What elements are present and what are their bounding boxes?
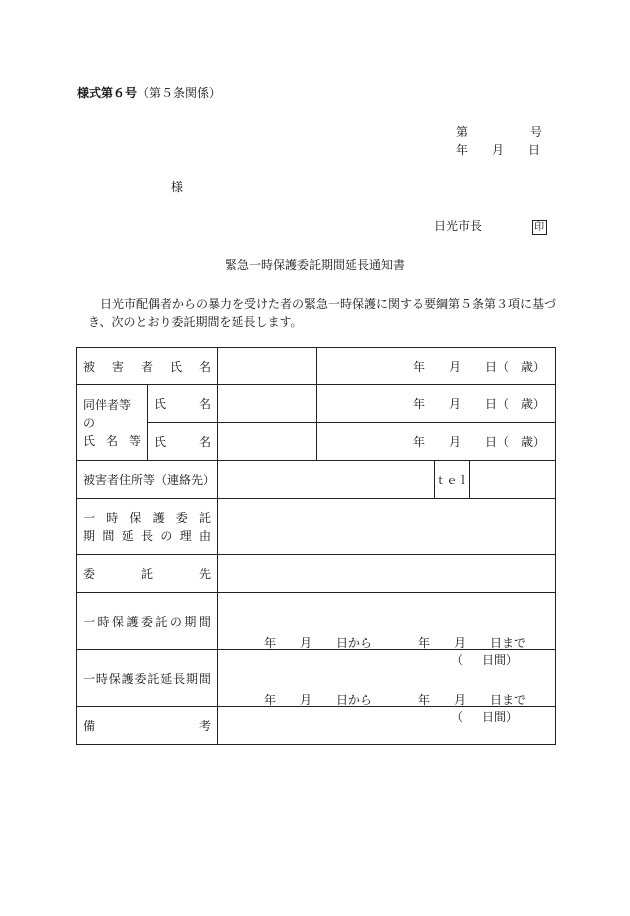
body-line-1: 日光市配偶者からの暴力を受けた者の緊急一時保護に関する要綱第５条第３項に基づ [100,297,557,311]
issuer-name: 日光市長 [434,219,483,233]
row-contractor [77,555,556,593]
row-victim-name [77,348,556,385]
victim-name-field[interactable] [218,348,317,385]
row-companion-1 [77,385,556,423]
companion-name-label-1: 氏 名 [148,385,218,423]
document-number: 第 号 [456,125,543,139]
row-address [77,461,556,499]
companion-birthdate-field-2[interactable]: 年 月 日（ 歳） [317,423,556,461]
victim-birthdate-field[interactable]: 年 月 日（ 歳） [317,348,556,385]
addressee-suffix: 様 [171,180,184,194]
extension-period-label: 一 時 保 護 委 託 延 長 期 間 [77,650,218,707]
extension-reason-label: 一 時 保 護 委 託 期 間 延 長 の 理 由 [77,499,218,555]
row-period [77,593,556,650]
companion-label: 同伴者等の 氏 名 等 [77,385,148,461]
issuer [434,217,547,235]
row-companion-2 [77,423,556,461]
tel-field[interactable] [470,461,556,499]
seal-mark: 印 [532,220,547,235]
victim-name-label: 被 害 者 氏 名 [77,348,218,385]
body-line-2: き、次のとおり委託期間を延長します。 [88,315,303,329]
extension-reason-field[interactable] [218,499,556,555]
notice-table [76,347,556,745]
address-field[interactable] [218,461,435,499]
companion-name-label-2: 氏 名 [148,423,218,461]
document-title: 緊急一時保護委託期間延長通知書 [225,258,406,272]
tel-label: ｔｅｌ [435,461,470,499]
companion-name-field-1[interactable] [218,385,317,423]
remarks-label: 備 考 [77,707,218,745]
extension-period-field[interactable]: 年 月 日から 年 月 日まで （ 日間） [218,650,556,707]
form-number: 様式第６号（第５条関係） [77,86,222,100]
period-label: 一 時 保 護 委 託 の 期 間 [77,593,218,650]
address-label: 被害者住所等（連絡先） [77,461,218,499]
contractor-label: 委 託 先 [77,555,218,593]
period-field[interactable]: 年 月 日から 年 月 日まで （ 日間） [218,593,556,650]
row-extension-reason [77,499,556,555]
document-date: 年 月 日 [456,143,541,157]
companion-name-field-2[interactable] [218,423,317,461]
contractor-field[interactable] [218,555,556,593]
companion-birthdate-field-1[interactable]: 年 月 日（ 歳） [317,385,556,423]
